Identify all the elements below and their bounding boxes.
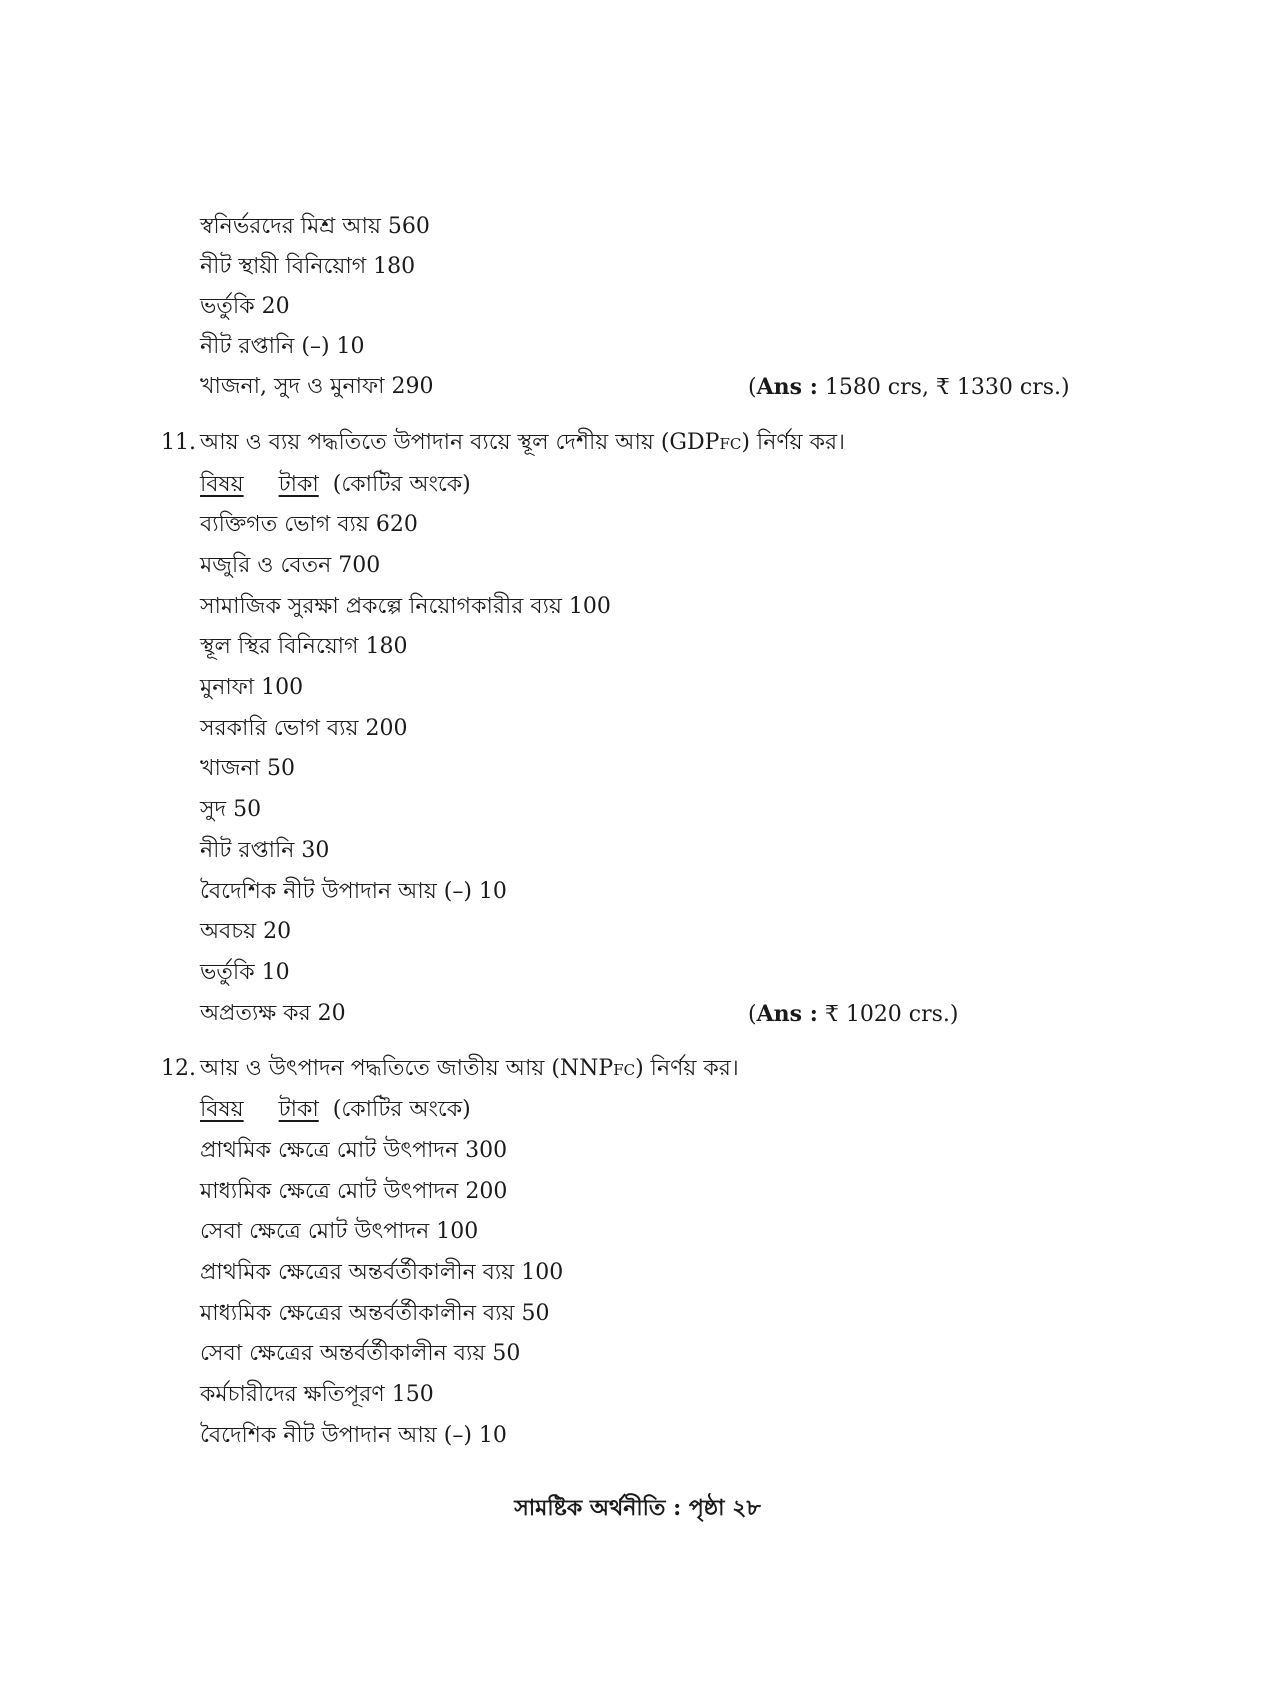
header-amount: টাকা [278,1097,319,1122]
list-item: অবচয় 20 [200,919,292,944]
list-item: বৈদেশিক নীট উপাদান আয় (–) 10 [200,1423,507,1448]
answer-value: 1580 crs, ₹ 1330 crs.) [824,375,1070,400]
header-unit: (কোটির অংকে) [332,472,471,497]
header-unit: (কোটির অংকে) [332,1097,471,1122]
list-item: মাধ্যমিক ক্ষেত্রের অন্তর্বর্তীকালীন ব্যয় 50 [200,1301,550,1326]
list-item: বৈদেশিক নীট উপাদান আয় (–) 10 [200,879,507,904]
question-text: আয় ও উৎপাদন পদ্ধতিতে জাতীয় আয় (NNPFC) নির্ণয় কর। [200,1056,739,1081]
list-item: অপ্রত্যক্ষ কর 20 [200,1001,346,1026]
answer-value: ₹ 1020 crs.) [824,1002,959,1027]
list-item: কর্মচারীদের ক্ষতিপূরণ 150 [200,1382,434,1407]
answer-label: Ans : [756,374,818,400]
question-number: 12. [161,1056,196,1081]
list-item: সেবা ক্ষেত্রে মোট উৎপাদন 100 [200,1219,479,1244]
list-item: সরকারি ভোগ ব্যয় 200 [200,716,408,741]
table-header [200,470,471,500]
list-item: ব্যক্তিগত ভোগ ব্যয় 620 [200,512,418,537]
list-item: খাজনা 50 [200,756,296,781]
top-item: ভর্তুকি 20 [200,294,290,319]
q11-answer: (Ans : ₹ 1020 crs.) [748,1001,959,1027]
top-item: খাজনা, সুদ ও মুনাফা 290 [200,374,434,399]
list-item: প্রাথমিক ক্ষেত্রের অন্তর্বর্তীকালীন ব্যয় 100 [200,1260,564,1285]
answer-label: Ans : [756,1001,818,1027]
question-text: আয় ও ব্যয় পদ্ধতিতে উপাদান ব্যয়ে স্থূল দেশীয় আয় (GDPFC) নির্ণয় কর। [200,430,845,455]
list-item: মাধ্যমিক ক্ষেত্রে মোট উৎপাদন 200 [200,1179,508,1204]
list-item: নীট রপ্তানি 30 [200,838,330,863]
list-item: সুদ 50 [200,797,262,822]
question-number: 11. [161,430,196,455]
subscript: FC [719,435,742,453]
page-footer: সামষ্টিক অর্থনীতি : পৃষ্ঠা ২৮ [514,1495,761,1521]
top-item: নীট রপ্তানি (–) 10 [200,334,365,359]
top-item: স্বনির্ভরদের মিশ্র আয় 560 [200,214,430,239]
top-answer: (Ans : 1580 crs, ₹ 1330 crs.) [748,374,1070,400]
list-item: সামাজিক সুরক্ষা প্রকল্পে নিয়োগকারীর ব্যয় 100 [200,594,611,619]
list-item: প্রাথমিক ক্ষেত্রে মোট উৎপাদন 300 [200,1138,508,1163]
top-item: নীট স্থায়ী বিনিয়োগ 180 [200,254,416,279]
header-item: বিষয় [200,472,244,497]
list-item: মজুরি ও বেতন 700 [200,553,381,578]
table-header [200,1095,471,1125]
header-item: বিষয় [200,1097,244,1122]
subscript: FC [613,1061,636,1079]
header-amount: টাকা [278,472,319,497]
list-item: ভর্তুকি 10 [200,960,290,985]
list-item: স্থূল স্থির বিনিয়োগ 180 [200,634,408,659]
list-item: মুনাফা 100 [200,675,304,700]
list-item: সেবা ক্ষেত্রের অন্তর্বর্তীকালীন ব্যয় 50 [200,1341,521,1366]
